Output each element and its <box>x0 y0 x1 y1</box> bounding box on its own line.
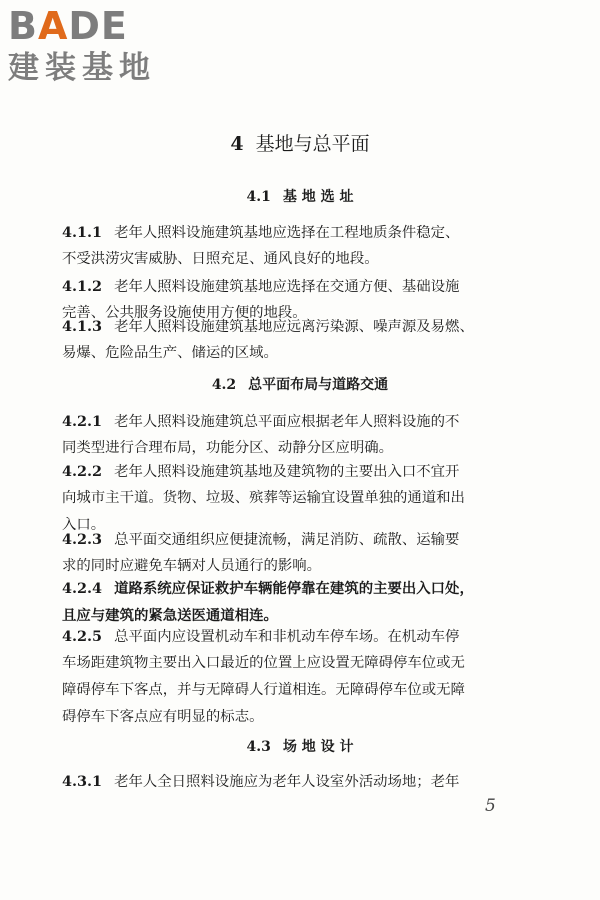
section-name: 总平面布局与道路交通 <box>248 377 389 393</box>
clause-line: 向城市主干道。货物、垃圾、殡葬等运输宜设置单独的通道和出 <box>62 490 465 506</box>
logo-accent-letter: A <box>37 4 69 48</box>
section-title <box>0 374 600 396</box>
clause-line: 老年人照料设施建筑基地及建筑物的主要出入口不宜开 <box>114 464 460 480</box>
chapter-name: 基地与总平面 <box>255 133 370 155</box>
clause <box>62 313 540 367</box>
clause-line: 老年人照料设施建筑基地应选择在交通方便、基础设施 <box>114 279 460 295</box>
clause <box>62 623 540 731</box>
clause-number: 4.2.2 <box>62 463 103 480</box>
chapter-title <box>0 129 600 159</box>
clause-line: 且应与建筑的紧急送医通道相连。 <box>62 607 278 624</box>
clause-number: 4.2.5 <box>62 628 103 645</box>
section-title <box>0 736 600 758</box>
clause-line: 易爆、危险品生产、储运的区域。 <box>62 345 278 361</box>
clause-line: 车场距建筑物主要出入口最近的位置上应设置无障碍停车位或无 <box>62 655 465 671</box>
section-name: 基 地 选 址 <box>282 189 354 205</box>
logo-wordmark: BADE <box>8 4 128 48</box>
clause-number: 4.2.3 <box>62 531 103 548</box>
clause-number: 4.3.1 <box>62 773 103 790</box>
clause-number: 4.1.3 <box>62 318 103 335</box>
section-number: 4.2 <box>211 377 237 393</box>
section-title <box>0 186 600 208</box>
clause <box>62 408 540 462</box>
clause-line: 完善、公共服务设施使用方便的地段。 <box>62 305 307 321</box>
clause-line: 障碍停车下客点，并与无障碍人行道相连。无障碍停车位或无障 <box>62 682 465 698</box>
clause-line: 入口。 <box>62 517 106 533</box>
page-number: 5 <box>485 796 496 816</box>
clause-line: 不受洪涝灾害威胁、日照充足、通风良好的地段。 <box>62 251 379 267</box>
clause-line: 总平面内应设置机动车和非机动车停车场。在机动车停 <box>114 629 460 645</box>
clause-line: 碍停车下客点应有明显的标志。 <box>62 709 264 725</box>
clause-line: 求的同时应避免车辆对人员通行的影响。 <box>62 558 322 574</box>
clause <box>62 768 540 795</box>
clause <box>62 219 540 273</box>
bade-logo <box>8 4 178 88</box>
clause-emphasized <box>62 575 540 629</box>
clause-number: 4.1.2 <box>62 278 103 295</box>
clause-line: 同类型进行合理布局，功能分区、动静分区应明确。 <box>62 440 393 456</box>
clause-number: 4.2.4 <box>62 580 103 597</box>
clause-line: 老年人全日照料设施应为老年人设室外活动场地；老年 <box>114 774 460 790</box>
clause-line: 道路系统应保证救护车辆能停靠在建筑的主要出入口处， <box>114 580 474 597</box>
clause-number: 4.2.1 <box>62 413 103 430</box>
clause-line: 老年人照料设施建筑总平面应根据老年人照料设施的不 <box>114 414 460 430</box>
clause-line: 总平面交通组织应便捷流畅，满足消防、疏散、运输要 <box>114 532 460 548</box>
section-number: 4.3 <box>246 739 271 755</box>
section-number: 4.1 <box>246 189 271 205</box>
clause-number: 4.1.1 <box>62 224 103 241</box>
clause-line: 老年人照料设施建筑基地应远离污染源、噪声源及易燃、 <box>114 319 474 335</box>
clause <box>62 526 540 580</box>
chapter-number: 4 <box>230 133 244 155</box>
section-name: 场 地 设 计 <box>282 739 354 755</box>
clause-line: 老年人照料设施建筑基地应选择在工程地质条件稳定、 <box>114 225 460 241</box>
logo-subtitle: 建装基地 <box>8 50 156 86</box>
